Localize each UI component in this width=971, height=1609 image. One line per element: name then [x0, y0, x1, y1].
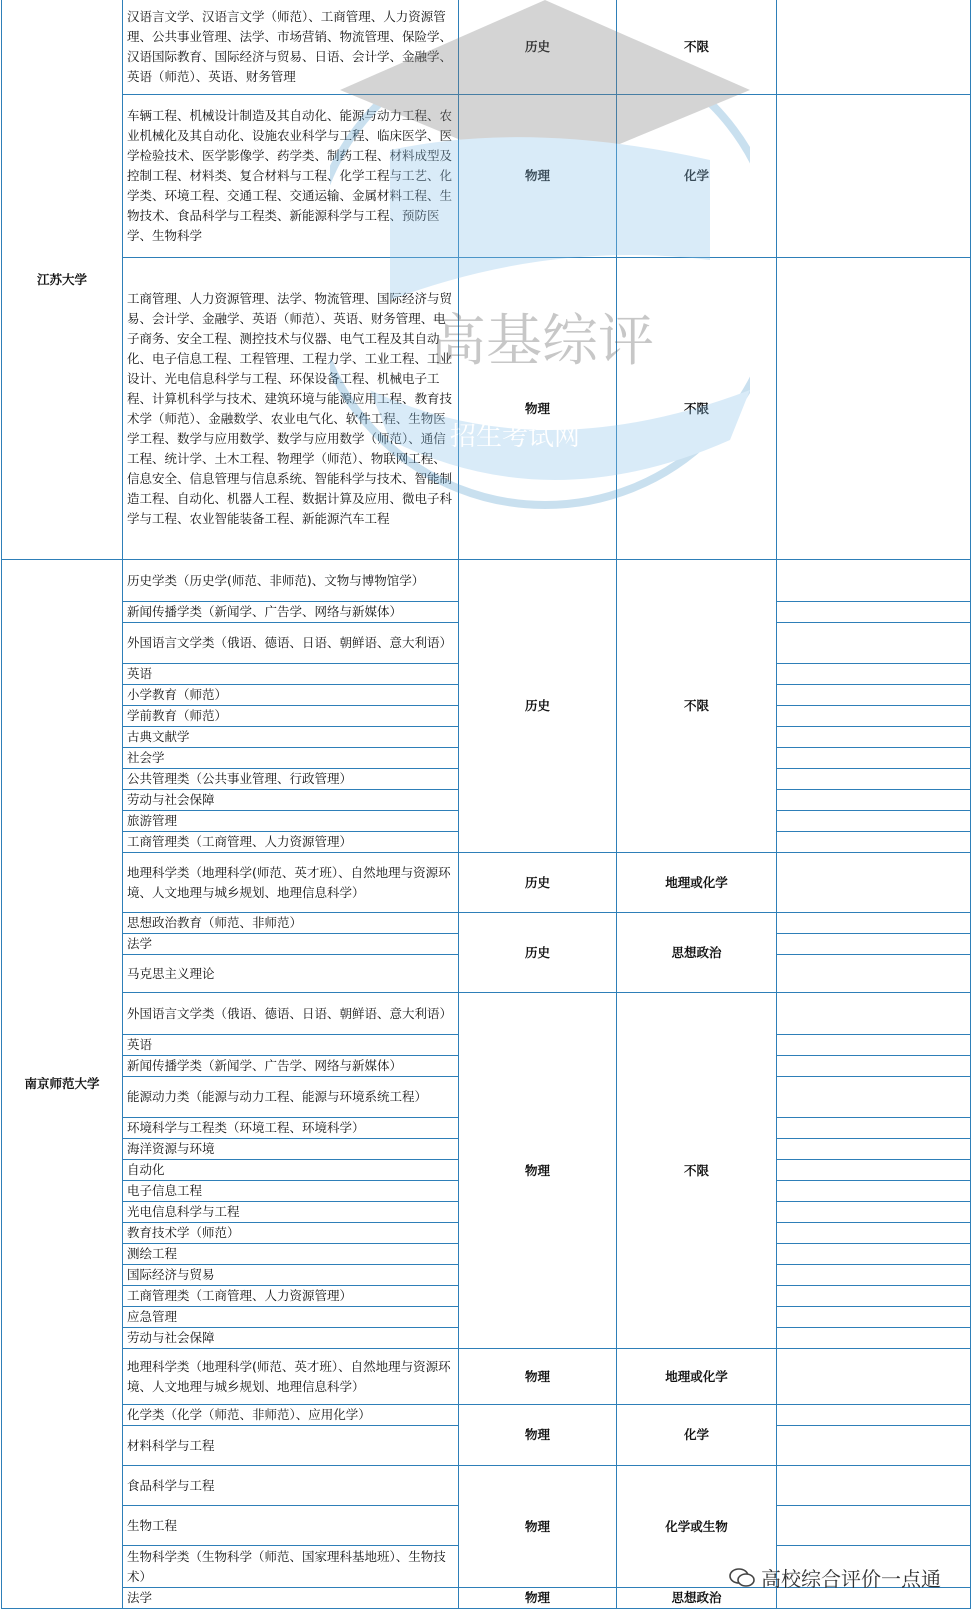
major-cell: 地理科学类（地理科学(师范、英才班）、自然地理与资源环境、人文地理与城乡规划、地理信息科学）	[123, 853, 459, 913]
major-cell: 法学	[123, 1588, 459, 1609]
empty-cell	[777, 955, 971, 993]
empty-cell	[777, 1118, 971, 1139]
major-cell: 材料科学与工程	[123, 1426, 459, 1466]
major-cell: 能源动力类（能源与动力工程、能源与环境系统工程）	[123, 1077, 459, 1118]
empty-cell	[777, 1139, 971, 1160]
empty-cell	[777, 1307, 971, 1328]
empty-cell	[777, 832, 971, 853]
major-cell: 新闻传播学类（新闻学、广告学、网络与新媒体）	[123, 1056, 459, 1077]
major-cell: 劳动与社会保障	[123, 790, 459, 811]
empty-cell	[777, 95, 971, 258]
major-cell: 工商管理、人力资源管理、法学、物流管理、国际经济与贸易、会计学、金融学、英语（师范）、英语、财务管理、电子商务、安全工程、测控技术与仪器、电气工程及其自动化、电子信息工程、工程管理、工程力学、工业工程、工业设计、光电信息科学与工程、环保设备工程、机械电子工程、计算机科学与技术、建筑环境与能源应用工程、教育技术学（师范）、金融数学、农业电气化、软件工程、生物医学工程、数学与应用数学、数学与应用数学（师范）、通信工程、统计学、土木工程、物理学（师范）、物联网工程、信息安全、信息管理与信息系统、智能科学与技术、智能制造工程、自动化、机器人工程、数据计算及应用、微电子科学与工程、农业智能装备工程、新能源汽车工程	[123, 258, 459, 560]
major-cell: 车辆工程、机械设计制造及其自动化、能源与动力工程、农业机械化及其自动化、设施农业科学与工程、临床医学、医学检验技术、医学影像学、药学类、制药工程、材料成型及控制工程、材料类、复合材料与工程、化学工程与工艺、化学类、环境工程、交通工程、交通运输、金属材料工程、生物技术、食品科学与工程类、新能源科学与工程、预防医学、生物科学	[123, 95, 459, 258]
requirement-cell: 不限	[617, 0, 777, 95]
requirement-cell: 地理或化学	[617, 1349, 777, 1405]
major-cell: 地理科学类（地理科学(师范、英才班）、自然地理与资源环境、人文地理与城乡规划、地理信息科学）	[123, 1349, 459, 1405]
major-cell: 英语	[123, 664, 459, 685]
empty-cell	[777, 685, 971, 706]
major-cell: 旅游管理	[123, 811, 459, 832]
empty-cell	[777, 258, 971, 560]
major-cell: 生物工程	[123, 1506, 459, 1546]
major-cell: 工商管理类（工商管理、人力资源管理）	[123, 1286, 459, 1307]
subject-cell: 历史	[459, 560, 617, 853]
empty-cell	[777, 993, 971, 1035]
major-cell: 食品科学与工程	[123, 1466, 459, 1506]
university-cell: 南京师范大学	[2, 560, 123, 1609]
empty-cell	[777, 602, 971, 623]
empty-cell	[777, 1426, 971, 1466]
subject-cell: 物理	[459, 258, 617, 560]
major-cell: 新闻传播学类（新闻学、广告学、网络与新媒体）	[123, 602, 459, 623]
major-cell: 法学	[123, 934, 459, 955]
major-cell: 小学教育（师范）	[123, 685, 459, 706]
subject-cell: 物理	[459, 1466, 617, 1588]
major-cell: 生物科学类（生物科学（师范、国家理科基地班）、生物技术）	[123, 1546, 459, 1588]
major-cell: 环境科学与工程类（环境工程、环境科学）	[123, 1118, 459, 1139]
major-cell: 劳动与社会保障	[123, 1328, 459, 1349]
major-cell: 外国语言文学类（俄语、德语、日语、朝鲜语、意大利语）	[123, 993, 459, 1035]
subject-cell: 物理	[459, 1405, 617, 1466]
subject-cell: 历史	[459, 853, 617, 913]
major-cell: 光电信息科学与工程	[123, 1202, 459, 1223]
empty-cell	[777, 623, 971, 664]
major-cell: 学前教育（师范）	[123, 706, 459, 727]
major-cell: 化学类（化学（师范、非师范）、应用化学）	[123, 1405, 459, 1426]
admission-table	[1, 0, 971, 1609]
major-cell: 公共管理类（公共事业管理、行政管理）	[123, 769, 459, 790]
empty-cell	[777, 1181, 971, 1202]
major-cell: 工商管理类（工商管理、人力资源管理）	[123, 832, 459, 853]
empty-cell	[777, 1244, 971, 1265]
empty-cell	[777, 727, 971, 748]
university-cell: 江苏大学	[2, 0, 123, 560]
empty-cell	[777, 1160, 971, 1181]
requirement-cell: 思想政治	[617, 913, 777, 993]
subject-cell: 物理	[459, 95, 617, 258]
major-cell: 自动化	[123, 1160, 459, 1181]
requirement-cell: 思想政治	[617, 1588, 777, 1609]
requirement-cell: 不限	[617, 560, 777, 853]
requirement-cell: 不限	[617, 258, 777, 560]
empty-cell	[777, 1405, 971, 1426]
empty-cell	[777, 811, 971, 832]
empty-cell	[777, 748, 971, 769]
watermark-sub: 招生考试网	[450, 422, 581, 452]
requirement-cell: 地理或化学	[617, 853, 777, 913]
empty-cell	[777, 790, 971, 811]
major-cell: 英语	[123, 1035, 459, 1056]
empty-cell	[777, 1349, 971, 1405]
empty-cell	[777, 1506, 971, 1546]
subject-cell: 历史	[459, 0, 617, 95]
major-cell: 教育技术学（师范）	[123, 1223, 459, 1244]
empty-cell	[777, 1202, 971, 1223]
requirement-cell: 化学或生物	[617, 1466, 777, 1588]
empty-cell	[777, 1265, 971, 1286]
requirement-cell: 不限	[617, 993, 777, 1349]
major-cell: 海洋资源与环境	[123, 1139, 459, 1160]
major-cell: 历史学类（历史学(师范、非师范)、文物与博物馆学）	[123, 560, 459, 602]
major-cell: 电子信息工程	[123, 1181, 459, 1202]
major-cell: 外国语言文学类（俄语、德语、日语、朝鲜语、意大利语）	[123, 623, 459, 664]
wechat-icon	[729, 1568, 755, 1588]
subject-cell: 历史	[459, 913, 617, 993]
empty-cell	[777, 853, 971, 913]
empty-cell	[777, 1035, 971, 1056]
major-cell: 马克思主义理论	[123, 955, 459, 993]
footer-text: 高校综合评价一点通	[761, 1567, 941, 1591]
empty-cell	[777, 560, 971, 602]
empty-cell	[777, 706, 971, 727]
major-cell: 应急管理	[123, 1307, 459, 1328]
major-cell: 古典文献学	[123, 727, 459, 748]
watermark-brand: 高基综评	[430, 309, 654, 374]
requirement-cell: 化学	[617, 1405, 777, 1466]
empty-cell	[777, 913, 971, 934]
empty-cell	[777, 1077, 971, 1118]
empty-cell	[777, 934, 971, 955]
subject-cell: 物理	[459, 1588, 617, 1609]
major-cell: 思想政治教育（师范、非师范）	[123, 913, 459, 934]
requirement-cell: 化学	[617, 95, 777, 258]
major-cell: 国际经济与贸易	[123, 1265, 459, 1286]
empty-cell	[777, 1223, 971, 1244]
empty-cell	[777, 664, 971, 685]
subject-cell: 物理	[459, 993, 617, 1349]
subject-cell: 物理	[459, 1349, 617, 1405]
empty-cell	[777, 1328, 971, 1349]
empty-cell	[777, 1466, 971, 1506]
empty-cell	[777, 0, 971, 95]
major-cell: 社会学	[123, 748, 459, 769]
empty-cell	[777, 769, 971, 790]
footer-watermark	[729, 1563, 941, 1592]
empty-cell	[777, 1286, 971, 1307]
major-cell: 汉语言文学、汉语言文学（师范）、工商管理、人力资源管理、公共事业管理、法学、市场营销、物流管理、保险学、汉语国际教育、国际经济与贸易、日语、会计学、金融学、英语（师范）、英语、财务管理	[123, 0, 459, 95]
major-cell: 测绘工程	[123, 1244, 459, 1265]
empty-cell	[777, 1056, 971, 1077]
